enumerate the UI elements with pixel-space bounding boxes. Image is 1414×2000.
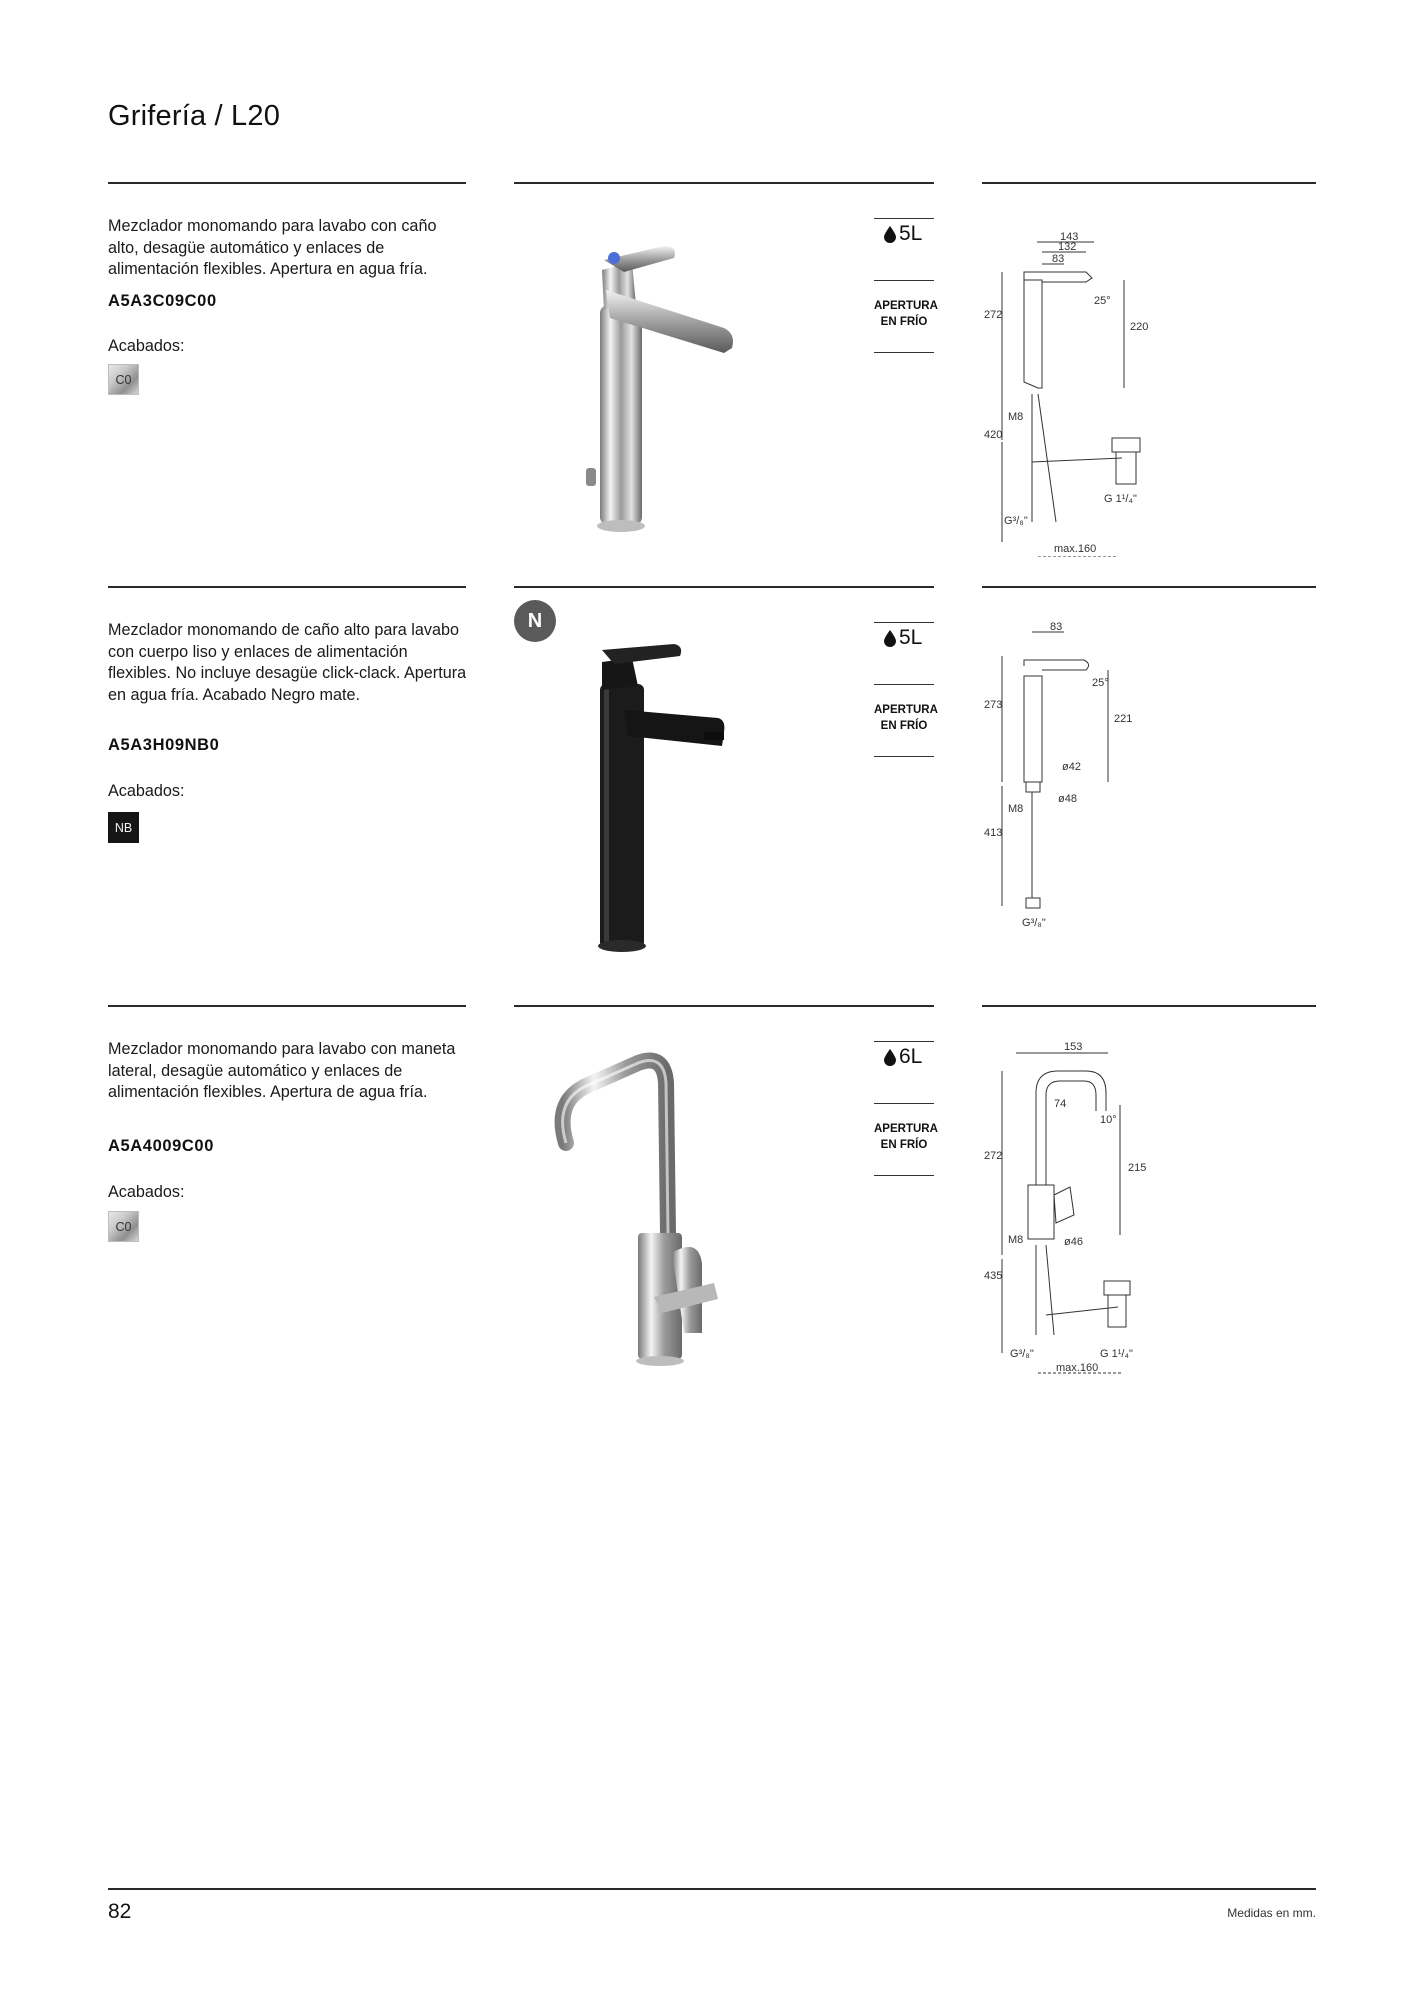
- dim-273: 273: [984, 699, 1003, 711]
- divider: [874, 352, 934, 353]
- dim-132: 132: [1058, 241, 1077, 253]
- drop-icon: [884, 630, 896, 647]
- dim-g38: G³/₈": [1010, 1348, 1034, 1360]
- new-badge: N: [514, 600, 556, 642]
- page-title: Grifería / L20: [108, 100, 281, 132]
- dim-272: 272: [984, 309, 1003, 321]
- divider: [874, 622, 934, 623]
- product-card-1: [0, 182, 1414, 562]
- technical-drawing: [982, 212, 1316, 557]
- divider: [874, 1103, 934, 1104]
- divider: [874, 280, 934, 281]
- dim-m8: M8: [1008, 1234, 1024, 1246]
- flow-rate: [884, 1045, 922, 1069]
- dim-83: 83: [1052, 253, 1065, 265]
- product-card-2: [0, 586, 1414, 966]
- flow-value: 5L: [899, 626, 923, 649]
- dim-435: 435: [984, 1270, 1003, 1282]
- open-cold-label: APERTURA EN FRÍO: [874, 704, 938, 732]
- open-cold-label: APERTURA EN FRÍO: [874, 300, 938, 328]
- dim-g114: G 1¹/₄": [1100, 1348, 1133, 1360]
- divider: [874, 684, 934, 685]
- flow-value: 6L: [899, 1045, 923, 1068]
- dim-angle: 25°: [1092, 677, 1109, 689]
- finish-swatch-chrome[interactable]: C0: [108, 1211, 139, 1242]
- dim-153: 153: [1064, 1041, 1083, 1053]
- product-code: A5A3H09NB0: [108, 736, 220, 754]
- divider: [514, 182, 934, 184]
- divider: [514, 586, 934, 588]
- product-code: A5A4009C00: [108, 1137, 214, 1155]
- dim-max160: max.160: [1056, 1362, 1099, 1374]
- drop-icon: [884, 1049, 896, 1066]
- finish-swatch-chrome[interactable]: C0: [108, 364, 139, 395]
- divider: [514, 1005, 934, 1007]
- faucet-photo: [514, 210, 844, 552]
- dim-413: 413: [984, 827, 1003, 839]
- product-description: Mezclador monomando de caño alto para lavabo con cuerpo liso y enlaces de alimentación flexibles. No incluye desagüe click-clack. Apertura en agua fría. Acabado Negro mate.: [108, 621, 467, 704]
- product-code: A5A3C09C00: [108, 292, 217, 310]
- footer-divider: [108, 1888, 1316, 1890]
- flow-rate: [884, 626, 922, 650]
- dim-220: 220: [1130, 321, 1149, 333]
- drop-icon: [884, 226, 896, 243]
- open-cold-label: APERTURA EN FRÍO: [874, 1123, 938, 1151]
- dim-m8: M8: [1008, 411, 1024, 423]
- divider: [982, 1005, 1316, 1007]
- dim-d46: ø46: [1064, 1236, 1083, 1248]
- dim-g114: G 1¹/₄": [1104, 493, 1137, 505]
- dim-d48: ø48: [1058, 793, 1077, 805]
- technical-drawing: [982, 616, 1316, 961]
- dim-m8: M8: [1008, 803, 1024, 815]
- page-number: 82: [108, 1900, 132, 1923]
- dim-215: 215: [1128, 1162, 1147, 1174]
- finishes-label: Acabados:: [108, 1183, 185, 1201]
- dim-d42: ø42: [1062, 761, 1081, 773]
- finishes-label: Acabados:: [108, 337, 185, 355]
- divider: [874, 1041, 934, 1042]
- dim-angle: 10°: [1100, 1114, 1117, 1126]
- product-description: Mezclador monomando para lavabo con maneta lateral, desagüe automático y enlaces de alimentación flexibles. Apertura de agua fría.: [108, 1040, 456, 1101]
- flow-value: 5L: [899, 222, 923, 245]
- divider: [874, 756, 934, 757]
- faucet-photo: [514, 614, 844, 956]
- finishes-label: Acabados:: [108, 782, 185, 800]
- finish-swatch-black[interactable]: NB: [108, 812, 139, 843]
- dim-272: 272: [984, 1150, 1003, 1162]
- flow-rate: [884, 222, 922, 246]
- dim-max160: max.160: [1054, 543, 1097, 555]
- divider: [874, 218, 934, 219]
- dim-g38: G³/₈": [1004, 515, 1028, 527]
- divider: [874, 1175, 934, 1176]
- dim-74: 74: [1054, 1098, 1067, 1110]
- product-description: Mezclador monomando para lavabo con caño alto, desagüe automático y enlaces de alimentación flexibles. Apertura en agua fría.: [108, 217, 437, 278]
- divider: [982, 586, 1316, 588]
- faucet-photo: [514, 1033, 844, 1375]
- divider: [108, 586, 466, 588]
- technical-drawing: [982, 1035, 1316, 1380]
- divider: [982, 182, 1316, 184]
- divider: [108, 1005, 466, 1007]
- units-note: Medidas en mm.: [1227, 1906, 1316, 1920]
- dim-angle: 25°: [1094, 295, 1111, 307]
- product-card-3: [0, 1005, 1414, 1385]
- divider: [108, 182, 466, 184]
- dim-420: 420: [984, 429, 1003, 441]
- dim-83: 83: [1050, 621, 1063, 633]
- dim-221: 221: [1114, 713, 1133, 725]
- dim-143: 143: [1060, 231, 1079, 243]
- dim-g38: G³/₈": [1022, 917, 1046, 929]
